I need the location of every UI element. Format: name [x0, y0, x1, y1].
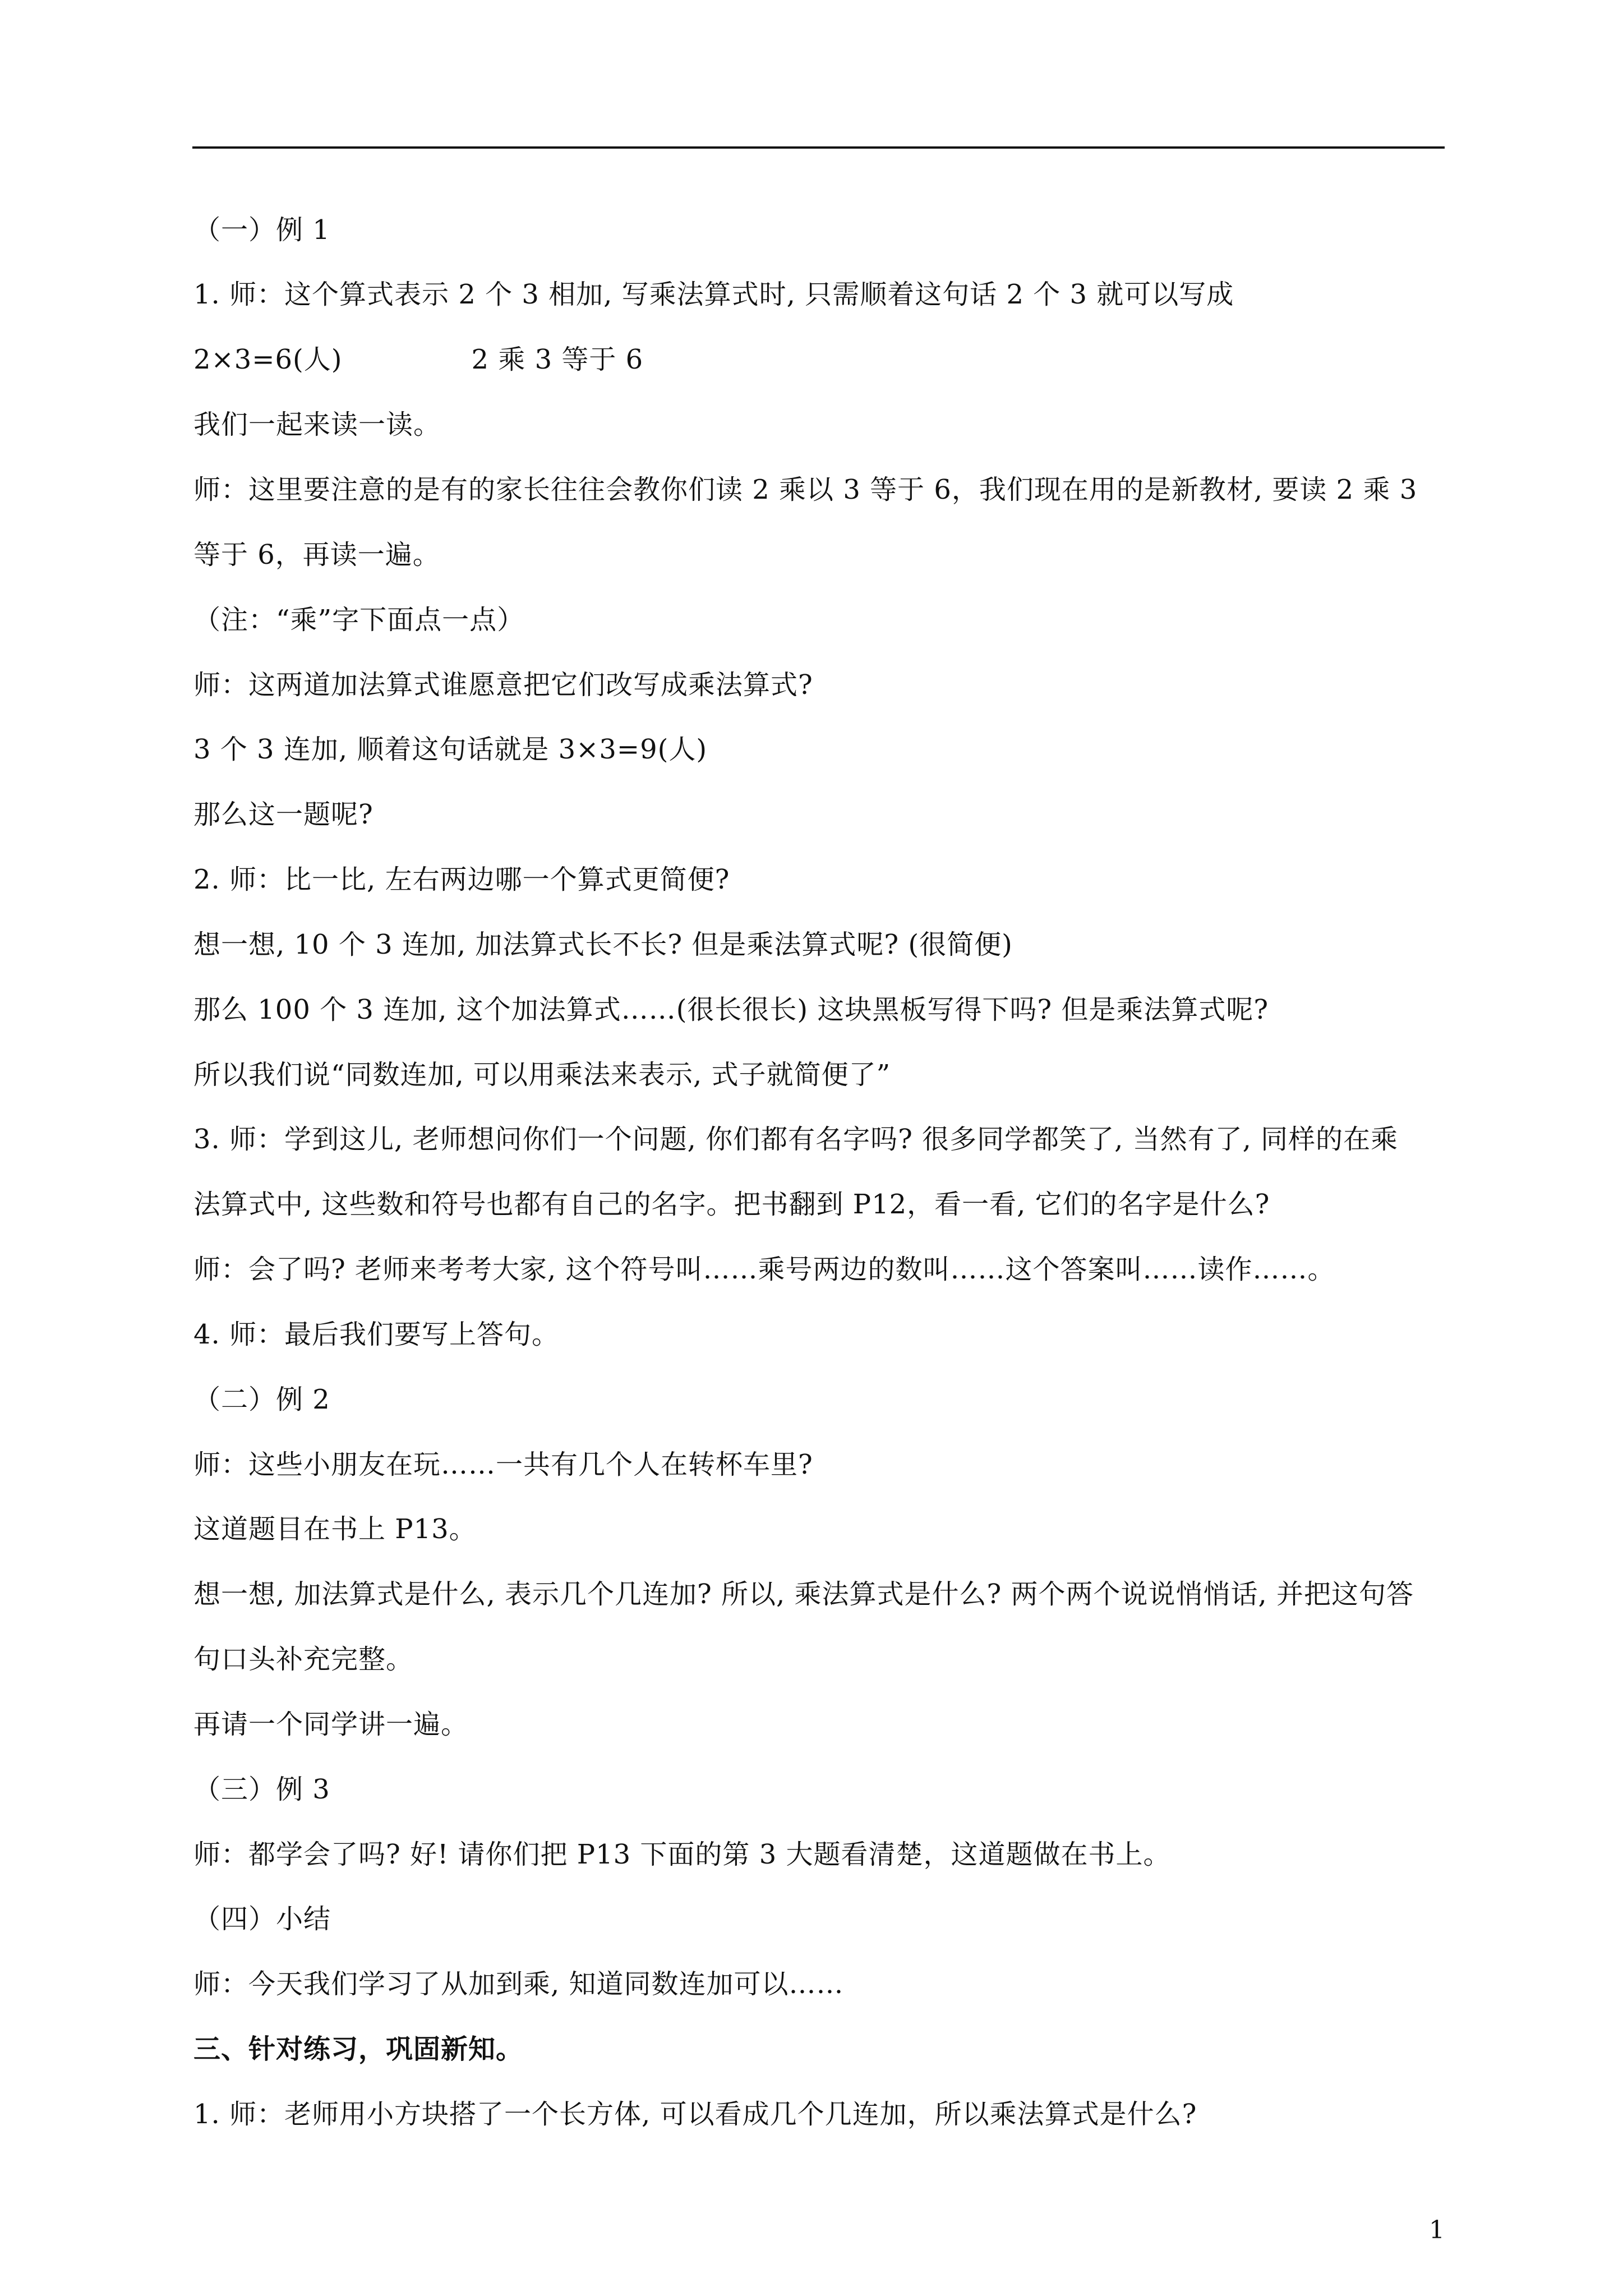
paragraph: 2. 师：比一比, 左右两边哪一个算式更简便?: [193, 864, 730, 895]
paragraph: 再请一个同学讲一遍。: [193, 1709, 469, 1740]
formula: 2×3=6(人): [193, 344, 343, 375]
paragraph: 想一想, 10 个 3 连加, 加法算式长不长? 但是乘法算式呢? (很简便): [193, 929, 1013, 960]
paragraph: 所以我们说“同数连加, 可以用乘法来表示, 式子就简便了”: [193, 1059, 891, 1091]
paragraph: 等于 6，再读一遍。: [193, 539, 440, 570]
paragraph: 这道题目在书上 P13。: [193, 1513, 477, 1545]
section-heading-example-3: （三）例 3: [193, 1774, 330, 1805]
paragraph: 想一想, 加法算式是什么, 表示几个几连加? 所以, 乘法算式是什么? 两个两个说说悄悄话, 并把这句答: [193, 1579, 1414, 1610]
paragraph: 那么 100 个 3 连加, 这个加法算式……(很长很长) 这块黑板写得下吗? 但是乘法算式呢?: [193, 994, 1269, 1025]
section-heading-example-1: （一）例 1: [193, 214, 330, 246]
section-heading-summary: （四）小结: [193, 1903, 331, 1935]
paragraph: 1. 师：老师用小方块搭了一个长方体, 可以看成几个几连加，所以乘法算式是什么?: [193, 2099, 1197, 2130]
paragraph: 师：今天我们学习了从加到乘, 知道同数连加可以……: [193, 1968, 844, 2000]
formula-line: [193, 343, 643, 376]
paragraph: 师：这里要注意的是有的家长往往会教你们读 2 乘以 3 等于 6，我们现在用的是新教材, 要读 2 乘 3: [193, 474, 1418, 505]
paragraph: 4. 师：最后我们要写上答句。: [193, 1319, 560, 1350]
paragraph: 师：这两道加法算式谁愿意把它们改写成乘法算式?: [193, 669, 813, 701]
paragraph: 那么这一题呢?: [193, 799, 374, 830]
note: （注：“乘”字下面点一点）: [193, 604, 525, 636]
paragraph: 句口头补充完整。: [193, 1644, 414, 1675]
header-rule: [192, 146, 1445, 149]
paragraph: 1. 师：这个算式表示 2 个 3 相加, 写乘法算式时, 只需顺着这句话 2 个 3 就可以写成: [193, 279, 1234, 310]
formula-reading: 2 乘 3 等于 6: [471, 344, 644, 375]
paragraph: 师：会了吗? 老师来考考大家, 这个符号叫……乘号两边的数叫……这个答案叫……读作……。: [193, 1254, 1335, 1285]
paragraph: 3 个 3 连加, 顺着这句话就是 3×3=9(人): [193, 734, 708, 765]
paragraph: 我们一起来读一读。: [193, 409, 441, 440]
paragraph: 法算式中, 这些数和符号也都有自己的名字。把书翻到 P12，看一看, 它们的名字是什么?: [193, 1189, 1270, 1220]
section-heading-example-2: （二）例 2: [193, 1384, 330, 1415]
paragraph: 3. 师：学到这儿, 老师想问你们一个问题, 你们都有名字吗? 很多同学都笑了, 当然有了, 同样的在乘: [193, 1124, 1399, 1155]
paragraph: 师：这些小朋友在玩……一共有几个人在转杯车里?: [193, 1449, 813, 1480]
paragraph: 师：都学会了吗? 好! 请你们把 P13 下面的第 3 大题看清楚，这道题做在书上。: [193, 1839, 1171, 1870]
page-number: 1: [1429, 2216, 1445, 2244]
section-heading-practice: 三、针对练习，巩固新知。: [193, 2033, 524, 2065]
